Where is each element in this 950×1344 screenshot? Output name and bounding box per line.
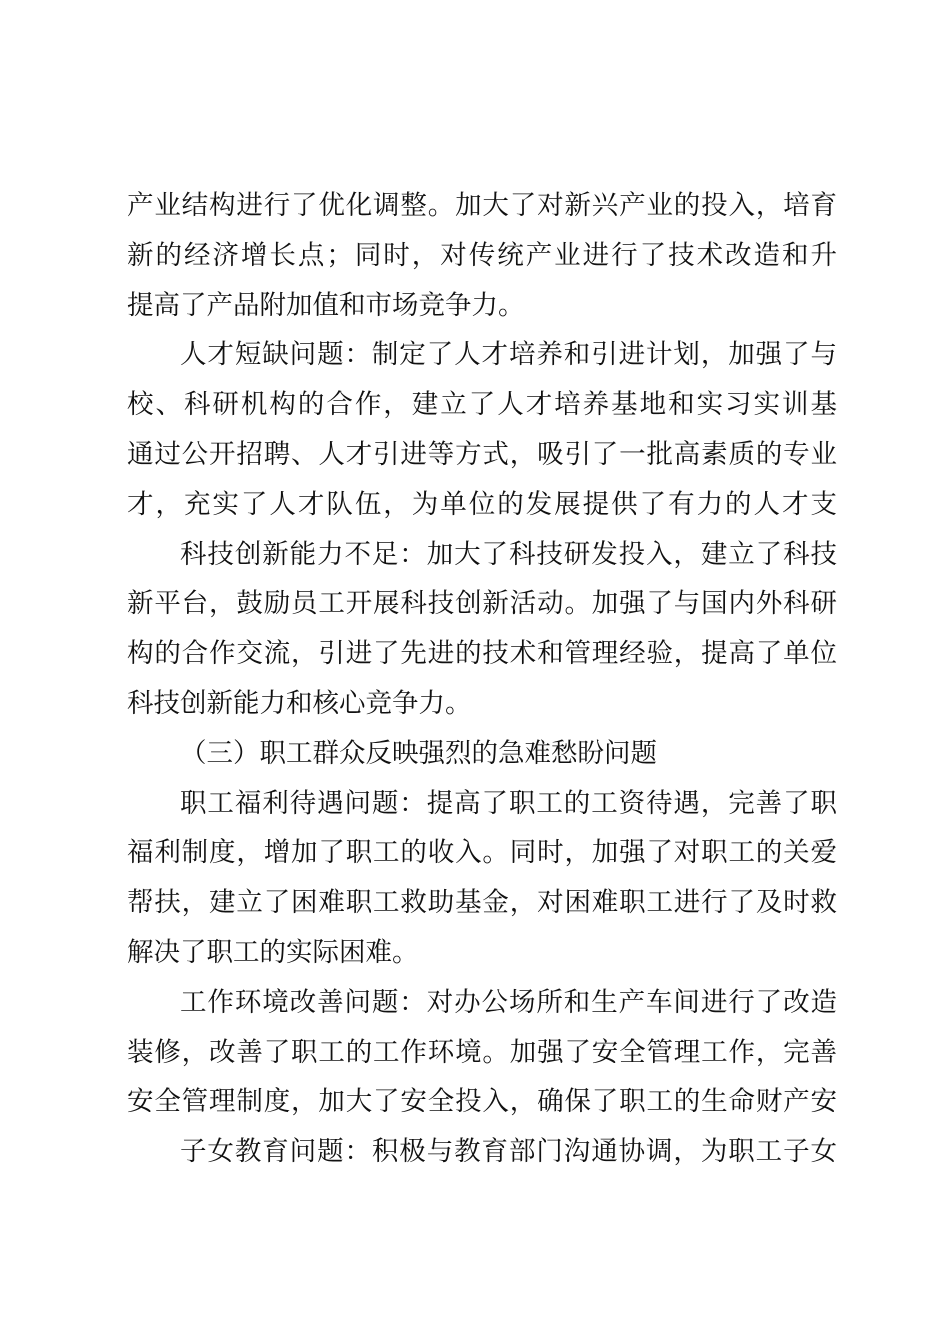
text-line-15: 帮扶，建立了困难职工救助基金，对困难职工进行了及时救 [127, 887, 837, 919]
section-heading: （三）职工群众反映强烈的急难愁盼问题 [180, 737, 657, 769]
text-line-20: 子女教育问题：积极与教育部门沟通协调，为职工子女 [180, 1136, 837, 1168]
text-line-2: 新的经济增长点；同时，对传统产业进行了技术改造和升 [127, 239, 837, 271]
text-line-10: 构的合作交流，引进了先进的技术和管理经验，提高了单位 [127, 638, 837, 670]
text-line-5: 校、科研机构的合作，建立了人才培养基地和实习实训基 [127, 389, 837, 421]
text-line-17: 工作环境改善问题：对办公场所和生产车间进行了改造 [180, 986, 837, 1018]
text-line-9: 新平台，鼓励员工开展科技创新活动。加强了与国内外科研 [127, 588, 837, 620]
text-line-11: 科技创新能力和核心竞争力。 [127, 687, 472, 719]
document-body [127, 181, 837, 1177]
text-line-13: 职工福利待遇问题：提高了职工的工资待遇，完善了职 [180, 787, 837, 819]
text-line-14: 福利制度，增加了职工的收入。同时，加强了对职工的关爱 [127, 837, 837, 869]
text-line-18: 装修，改善了职工的工作环境。加强了安全管理工作，完善 [127, 1036, 837, 1068]
text-line-19: 安全管理制度，加大了安全投入，确保了职工的生命财产安 [127, 1086, 837, 1118]
text-line-6: 通过公开招聘、人才引进等方式，吸引了一批高素质的专业 [127, 438, 837, 470]
text-line-3: 提高了产品附加值和市场竞争力。 [127, 289, 525, 321]
text-line-16: 解决了职工的实际困难。 [127, 936, 419, 968]
text-line-4: 人才短缺问题：制定了人才培养和引进计划，加强了与 [180, 339, 837, 371]
text-line-1: 产业结构进行了优化调整。加大了对新兴产业的投入，培育 [127, 190, 837, 221]
text-line-7: 才，充实了人才队伍，为单位的发展提供了有力的人才支 [127, 488, 837, 520]
text-line-8: 科技创新能力不足：加大了科技研发投入，建立了科技 [180, 538, 837, 570]
